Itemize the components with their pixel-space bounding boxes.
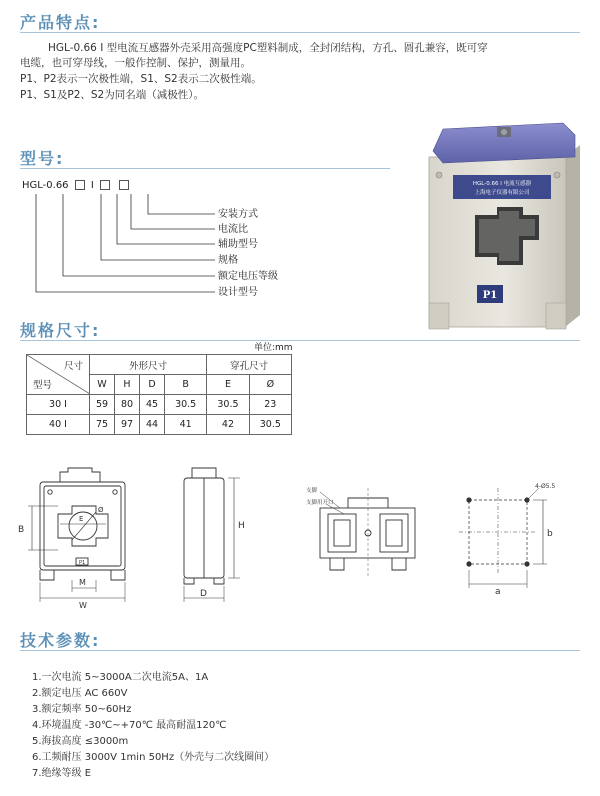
hole-pattern-drawing [455, 478, 585, 598]
spec-unit: 单位:mm [254, 343, 293, 353]
mount-label-feet: 支脚 [306, 488, 318, 494]
tech-item: 2.额定电压 AC 660V [32, 688, 128, 699]
model-code: HGL-0.66 [22, 180, 69, 191]
spec-col-header: E [207, 375, 249, 395]
hole-dim-a: a [495, 587, 501, 597]
spec-cell: 59 [90, 395, 115, 415]
features-line-4: P1、S1及P2、S2为同名端（减极性）。 [20, 89, 204, 101]
front-dim-B: B [18, 525, 25, 535]
spec-divider [20, 340, 580, 341]
spec-cell: 45 [140, 395, 165, 415]
spec-col-header: W [90, 375, 115, 395]
model-mid: I [90, 180, 94, 191]
side-dim-H: H [238, 521, 245, 531]
spec-group-outer: 外形尺寸 [90, 355, 207, 375]
table-row [27, 395, 292, 415]
features-divider [20, 32, 580, 33]
product-label-top: HGL-0.66 I 电流互感器 [472, 181, 532, 187]
features-line-2: 电缆，也可穿母线，一般作控制、保护，测量用。 [20, 57, 251, 69]
spec-cell: 44 [140, 415, 165, 435]
side-dim-D: D [200, 589, 207, 599]
tech-divider [20, 650, 580, 651]
model-legend-5: 额定电压等级 [218, 271, 278, 282]
model-box-3 [119, 180, 129, 190]
table-row [27, 415, 292, 435]
model-divider [20, 168, 390, 169]
features-title: 产品特点: [20, 13, 101, 32]
features-line-3: P1、P2表示一次极性端，S1、S2表示二次极性端。 [20, 73, 262, 85]
tech-title: 技术参数: [20, 631, 101, 650]
tech-item: 4.环境温度 -30℃~+70℃ 最高耐温120℃ [32, 720, 227, 731]
front-view-drawing [10, 462, 145, 612]
model-legend-6: 设计型号 [218, 287, 258, 298]
tech-item: 5.海拔高度 ≤3000m [32, 736, 129, 747]
mount-label-opening: 支脚用开口 [306, 500, 334, 506]
spec-corner-bottom: 型号 [33, 380, 53, 391]
product-photo [415, 115, 585, 330]
front-dim-dia: Ø [98, 506, 104, 514]
model-legend-2: 电流比 [218, 224, 248, 235]
spec-row-model: 40 I [27, 415, 90, 435]
model-box-1 [75, 180, 85, 190]
spec-cell: 97 [115, 415, 140, 435]
model-legend-3: 辅助型号 [218, 239, 258, 250]
spec-cell: 80 [115, 395, 140, 415]
spec-cell: 30.5 [165, 395, 207, 415]
model-legend-1: 安装方式 [218, 209, 258, 220]
spec-corner-cell [27, 355, 90, 395]
spec-group-hole: 穿孔尺寸 [207, 355, 292, 375]
spec-cell: 30.5 [207, 395, 249, 415]
spec-col-header: H [115, 375, 140, 395]
side-view-drawing [170, 462, 255, 612]
spec-cell: 42 [207, 415, 249, 435]
tech-item: 6.工频耐压 3000V 1min 50Hz（外壳与二次线圈间） [32, 752, 275, 763]
model-code-row [22, 180, 132, 191]
spec-col-header: D [140, 375, 165, 395]
spec-row-model: 30 I [27, 395, 90, 415]
front-dim-W: W [79, 601, 87, 610]
hole-dim-b: b [547, 529, 553, 539]
product-label-bottom: 上海电子仪器有限公司 [474, 190, 530, 196]
spec-cell: 30.5 [249, 415, 291, 435]
front-dim-M: M [79, 578, 86, 587]
mounting-view-drawing [300, 478, 425, 583]
tech-item: 7.绝缘等级 E [32, 768, 92, 779]
spec-title: 规格尺寸: [20, 321, 101, 340]
tech-item: 1.一次电流 5~3000A二次电流5A、1A [32, 672, 209, 683]
spec-corner-top: 尺寸 [63, 361, 83, 372]
tech-item: 3.额定频率 50~60Hz [32, 704, 132, 715]
product-terminal-label: P1 [482, 290, 498, 301]
model-legend-4: 规格 [218, 255, 238, 266]
spec-col-header: B [165, 375, 207, 395]
spec-col-header: Ø [249, 375, 291, 395]
model-title: 型号: [20, 149, 65, 168]
model-box-2 [100, 180, 110, 190]
front-terminal: P1 [79, 560, 86, 566]
spec-cell: 41 [165, 415, 207, 435]
spec-table [26, 354, 292, 435]
spec-cell: 75 [90, 415, 115, 435]
model-leader-lines [20, 192, 220, 302]
hole-label: 4-Ø5.5 [535, 483, 556, 490]
spec-cell: 23 [249, 395, 291, 415]
front-dim-E: E [79, 515, 84, 523]
features-line-1: HGL-0.66 I 型电流互感器外壳采用高强度PC塑料制成，全封闭结构，方孔、圆孔兼容，既可穿 [48, 42, 488, 54]
